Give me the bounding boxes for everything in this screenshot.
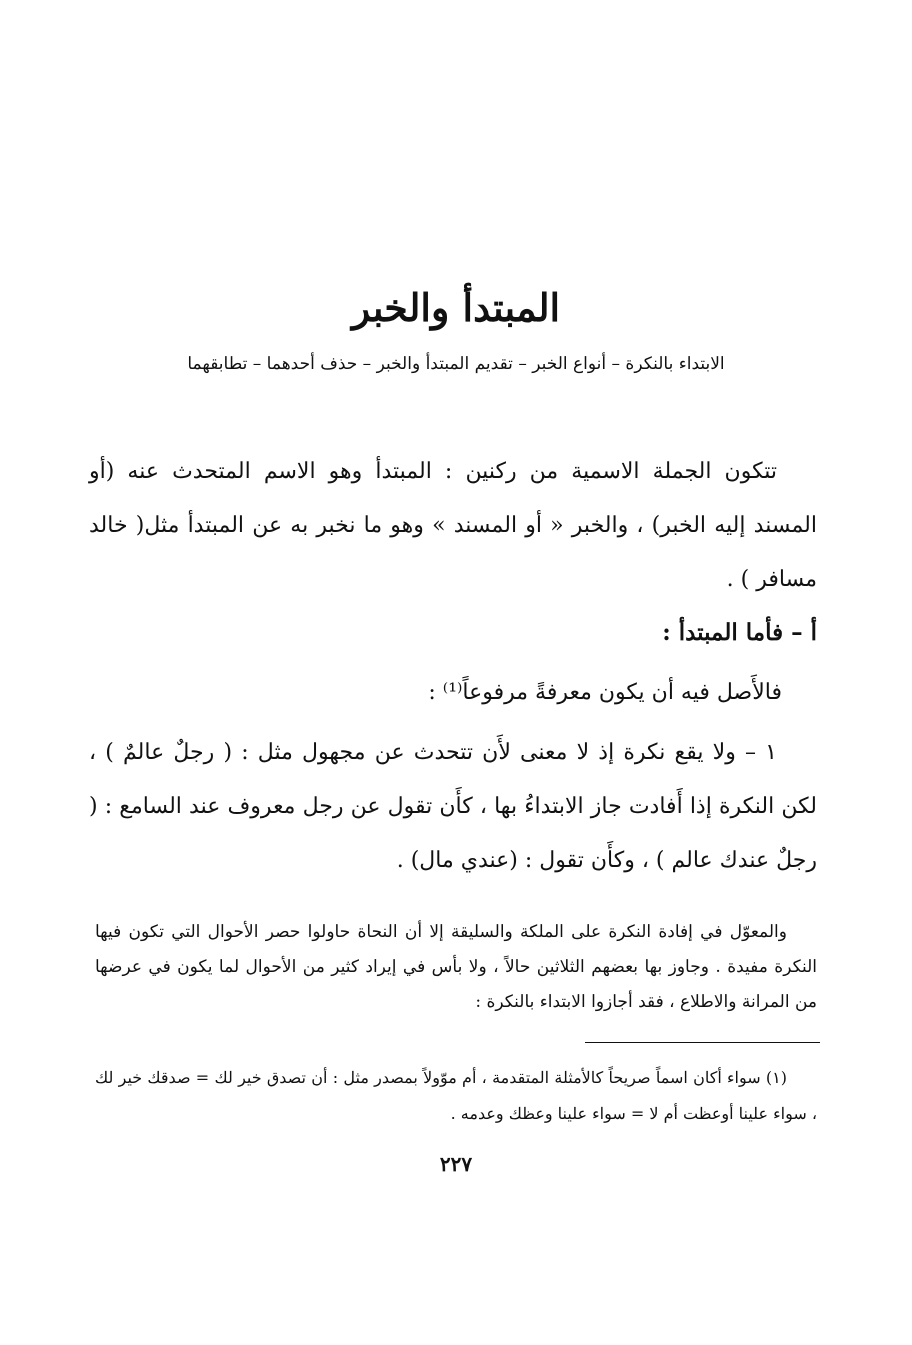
footnote-divider xyxy=(585,1042,820,1043)
note-paragraph: والمعوّل في إفادة النكرة على الملكة والسليقة إلا أن النحاة حاولوا حصر الأحوال التي تكون فيها النكرة مفيدة . وجاوز بها بعضهم الثلاثين حالاً ، ولا بأس في إيراد كثير من الأحوال لما يكون في عرضها من المرانة والاطلاع ، فقد أجازوا الابتداء بالنكرة : xyxy=(95,922,817,1012)
page-number: ٢٢٧ xyxy=(439,1152,473,1176)
footnote: (١) سواء أكان اسماً صريحاً كالأمثلة المتقدمة ، أم موّولاً بمصدر مثل : أن تصدق خير لك = صدقك خير لك ، سواء علينا أوعظت أم لا = سواء علينا وعظك وعدمه . xyxy=(95,1068,817,1123)
principle-line: فالأَصل فيه أن يكون معرفةً مرفوعاً⁽¹⁾ : xyxy=(428,680,782,705)
section-heading: أ – فأما المبتدأ : xyxy=(662,619,817,646)
chapter-subtitle: الابتداء بالنكرة – أنواع الخبر – تقديم المبتدأ والخبر – حذف أحدهما – تطابقهما xyxy=(187,354,725,374)
page-title: المبتدأ والخبر xyxy=(351,285,561,330)
intro-paragraph: تتكون الجملة الاسمية من ركنين : المبتدأ وهو الاسم المتحدث عنه (أو المسند إليه الخبر) ، والخبر « أو المسند » وهو ما نخبر به عن المبتدأ مثل( خالد مسافر ) . xyxy=(89,459,817,592)
rule-one-paragraph: ١ – ولا يقع نكرة إذ لا معنى لأَن تتحدث عن مجهول مثل : ( رجلٌ عالمٌ ) ، لكن النكرة إذا أَفادت جاز الابتداءُ بها ، كأَن تقول عن رجل معروف عند السامع : ( رجلٌ عندك عالم ) ، وكأَن تقول : (عندي مال) . xyxy=(89,740,817,873)
